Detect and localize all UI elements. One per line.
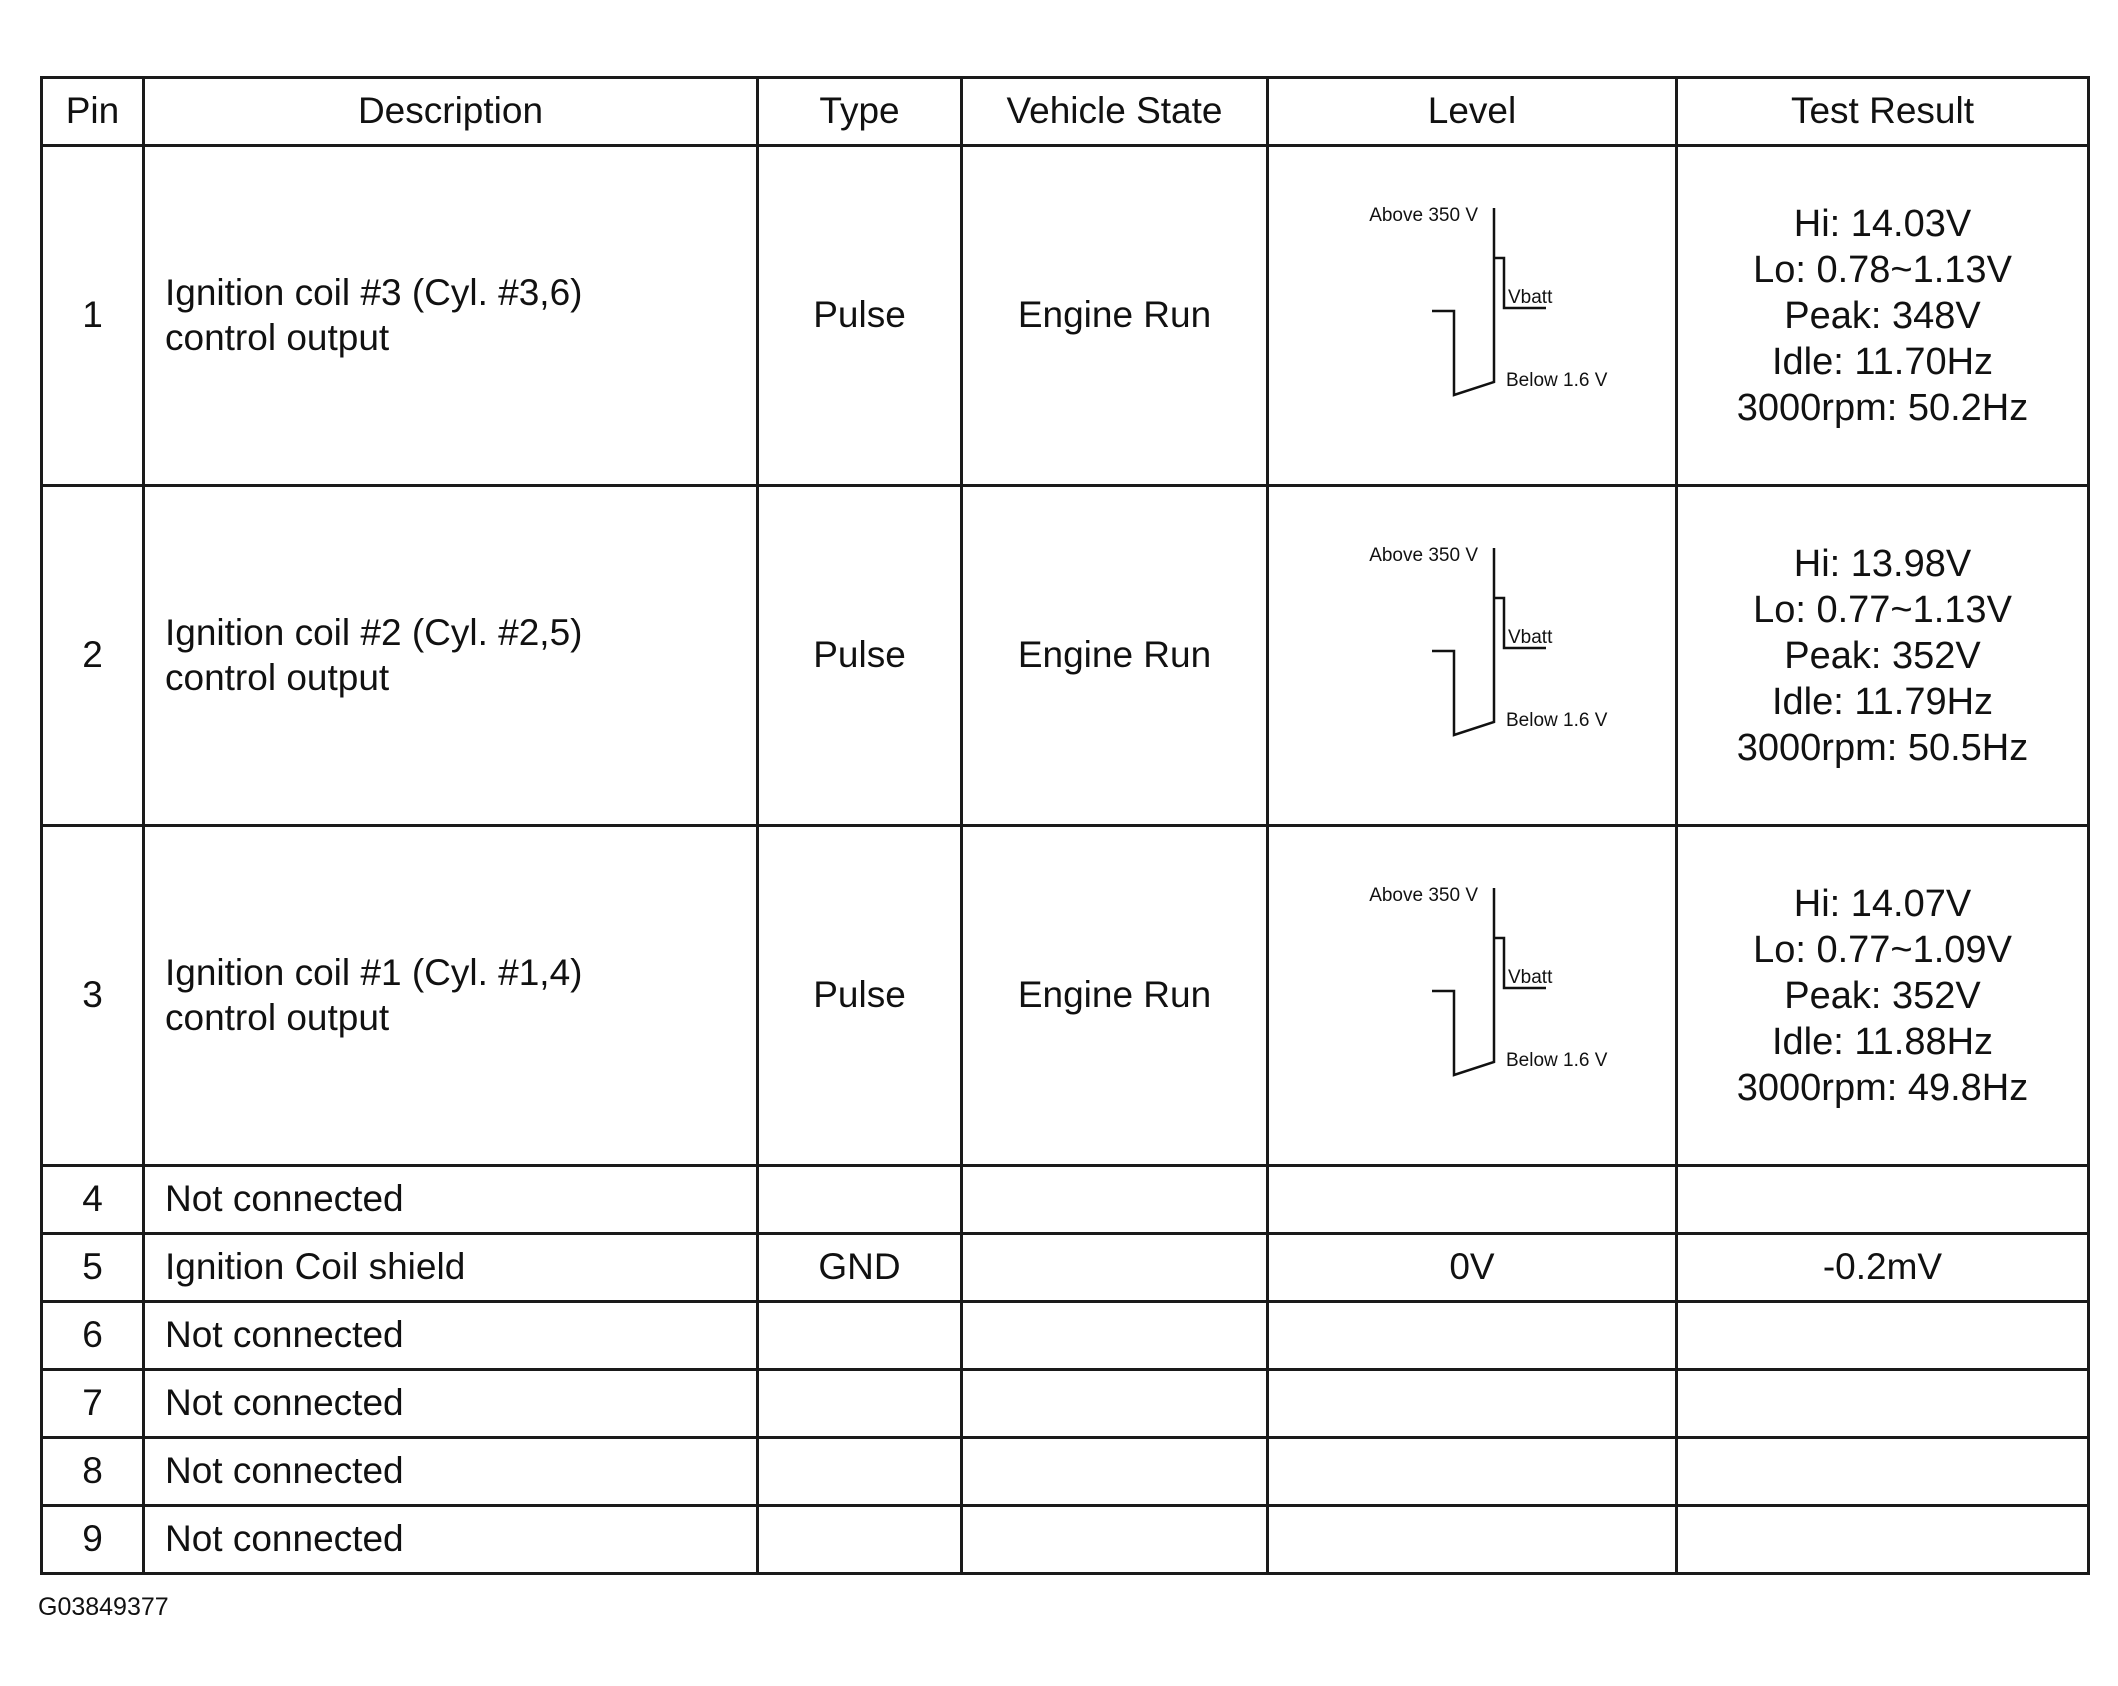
vbatt-label: Vbatt — [1508, 286, 1553, 308]
result-line: Hi: 14.03V — [1793, 202, 1972, 245]
result-line: Peak: 352V — [1784, 974, 1981, 1017]
below-label: Below 1.6 V — [1506, 709, 1608, 731]
pin-description — [144, 486, 758, 826]
pin-number: 4 — [42, 1166, 144, 1234]
test-result: -0.2mV — [1677, 1234, 2089, 1302]
result-line: Hi: 13.98V — [1793, 542, 1972, 585]
pin-number: 3 — [42, 826, 144, 1166]
result-line: Idle: 11.70Hz — [1771, 340, 1994, 383]
vehicle-state: Engine Run — [962, 486, 1268, 826]
pin-number: 8 — [42, 1438, 144, 1506]
result-line: Peak: 352V — [1784, 634, 1981, 677]
pin-test-table — [40, 76, 2090, 1575]
description-line: control output — [165, 656, 390, 698]
signal-type: Pulse — [758, 146, 962, 486]
above-label: Above 350 V — [1369, 884, 1478, 906]
header-level: Level — [1268, 78, 1677, 146]
vehicle-state — [962, 1506, 1268, 1574]
result-line: Idle: 11.79Hz — [1771, 680, 1994, 723]
ignition-pulse-waveform — [1282, 846, 1662, 1146]
description-line: Ignition coil #2 (Cyl. #2,5) — [165, 612, 583, 654]
vbatt-label: Vbatt — [1508, 626, 1553, 648]
test-result — [1677, 1370, 2089, 1438]
header-row — [42, 78, 2089, 146]
pin-number: 5 — [42, 1234, 144, 1302]
test-result — [1677, 1438, 2089, 1506]
signal-type: Pulse — [758, 826, 962, 1166]
level-value — [1268, 1438, 1677, 1506]
table-row — [42, 486, 2089, 826]
pin-description: Not connected — [144, 1438, 758, 1506]
ignition-pulse-waveform — [1282, 506, 1662, 806]
header-test-result: Test Result — [1677, 78, 2089, 146]
test-result — [1677, 486, 2089, 826]
pin-number: 7 — [42, 1370, 144, 1438]
table-row — [42, 1166, 2089, 1234]
level-value — [1268, 1506, 1677, 1574]
result-line: 3000rpm: 49.8Hz — [1736, 1066, 2029, 1109]
level-waveform — [1268, 486, 1677, 826]
description-line: control output — [165, 996, 390, 1038]
level-value — [1268, 1166, 1677, 1234]
table-row — [42, 1234, 2089, 1302]
level-waveform — [1268, 826, 1677, 1166]
below-label: Below 1.6 V — [1506, 369, 1608, 391]
pin-number: 2 — [42, 486, 144, 826]
table-row — [42, 1438, 2089, 1506]
header-vehicle-state: Vehicle State — [962, 78, 1268, 146]
signal-type — [758, 1370, 962, 1438]
vbatt-label: Vbatt — [1508, 966, 1553, 988]
result-line: 3000rpm: 50.2Hz — [1736, 386, 2029, 429]
level-waveform — [1268, 146, 1677, 486]
signal-type: Pulse — [758, 486, 962, 826]
test-result — [1677, 1302, 2089, 1370]
signal-type: GND — [758, 1234, 962, 1302]
level-value — [1268, 1302, 1677, 1370]
result-line: Peak: 348V — [1784, 294, 1981, 337]
pin-number: 1 — [42, 146, 144, 486]
pin-description: Not connected — [144, 1302, 758, 1370]
level-value: 0V — [1268, 1234, 1677, 1302]
ignition-pulse-waveform — [1282, 166, 1662, 466]
pin-number: 9 — [42, 1506, 144, 1574]
result-line: Hi: 14.07V — [1793, 882, 1972, 925]
table-row — [42, 1370, 2089, 1438]
test-result — [1677, 146, 2089, 486]
description-line: Ignition coil #3 (Cyl. #3,6) — [165, 272, 583, 314]
vehicle-state — [962, 1302, 1268, 1370]
table-row — [42, 826, 2089, 1166]
header-type: Type — [758, 78, 962, 146]
test-result — [1677, 826, 2089, 1166]
result-line: Lo: 0.78~1.13V — [1753, 248, 2012, 291]
result-line: Lo: 0.77~1.13V — [1753, 588, 2012, 631]
vehicle-state — [962, 1438, 1268, 1506]
figure-code: G03849377 — [38, 1593, 169, 1621]
signal-type — [758, 1302, 962, 1370]
pin-description: Not connected — [144, 1506, 758, 1574]
description-line: Ignition coil #1 (Cyl. #1,4) — [165, 952, 583, 994]
vehicle-state — [962, 1234, 1268, 1302]
description-line: control output — [165, 316, 390, 358]
above-label: Above 350 V — [1369, 544, 1478, 566]
below-label: Below 1.6 V — [1506, 1049, 1608, 1071]
pin-description: Ignition Coil shield — [144, 1234, 758, 1302]
vehicle-state — [962, 1166, 1268, 1234]
result-line: Idle: 11.88Hz — [1771, 1020, 1994, 1063]
test-result — [1677, 1506, 2089, 1574]
signal-type — [758, 1506, 962, 1574]
vehicle-state: Engine Run — [962, 826, 1268, 1166]
table-row — [42, 146, 2089, 486]
table-row — [42, 1302, 2089, 1370]
vehicle-state — [962, 1370, 1268, 1438]
table-row — [42, 1506, 2089, 1574]
signal-type — [758, 1438, 962, 1506]
above-label: Above 350 V — [1369, 204, 1478, 226]
pin-description — [144, 146, 758, 486]
header-description: Description — [144, 78, 758, 146]
level-value — [1268, 1370, 1677, 1438]
signal-type — [758, 1166, 962, 1234]
pin-number: 6 — [42, 1302, 144, 1370]
result-line: 3000rpm: 50.5Hz — [1736, 726, 2029, 769]
pin-description — [144, 826, 758, 1166]
result-line: Lo: 0.77~1.09V — [1753, 928, 2012, 971]
pin-description: Not connected — [144, 1370, 758, 1438]
header-pin: Pin — [42, 78, 144, 146]
test-result — [1677, 1166, 2089, 1234]
pin-description: Not connected — [144, 1166, 758, 1234]
vehicle-state: Engine Run — [962, 146, 1268, 486]
